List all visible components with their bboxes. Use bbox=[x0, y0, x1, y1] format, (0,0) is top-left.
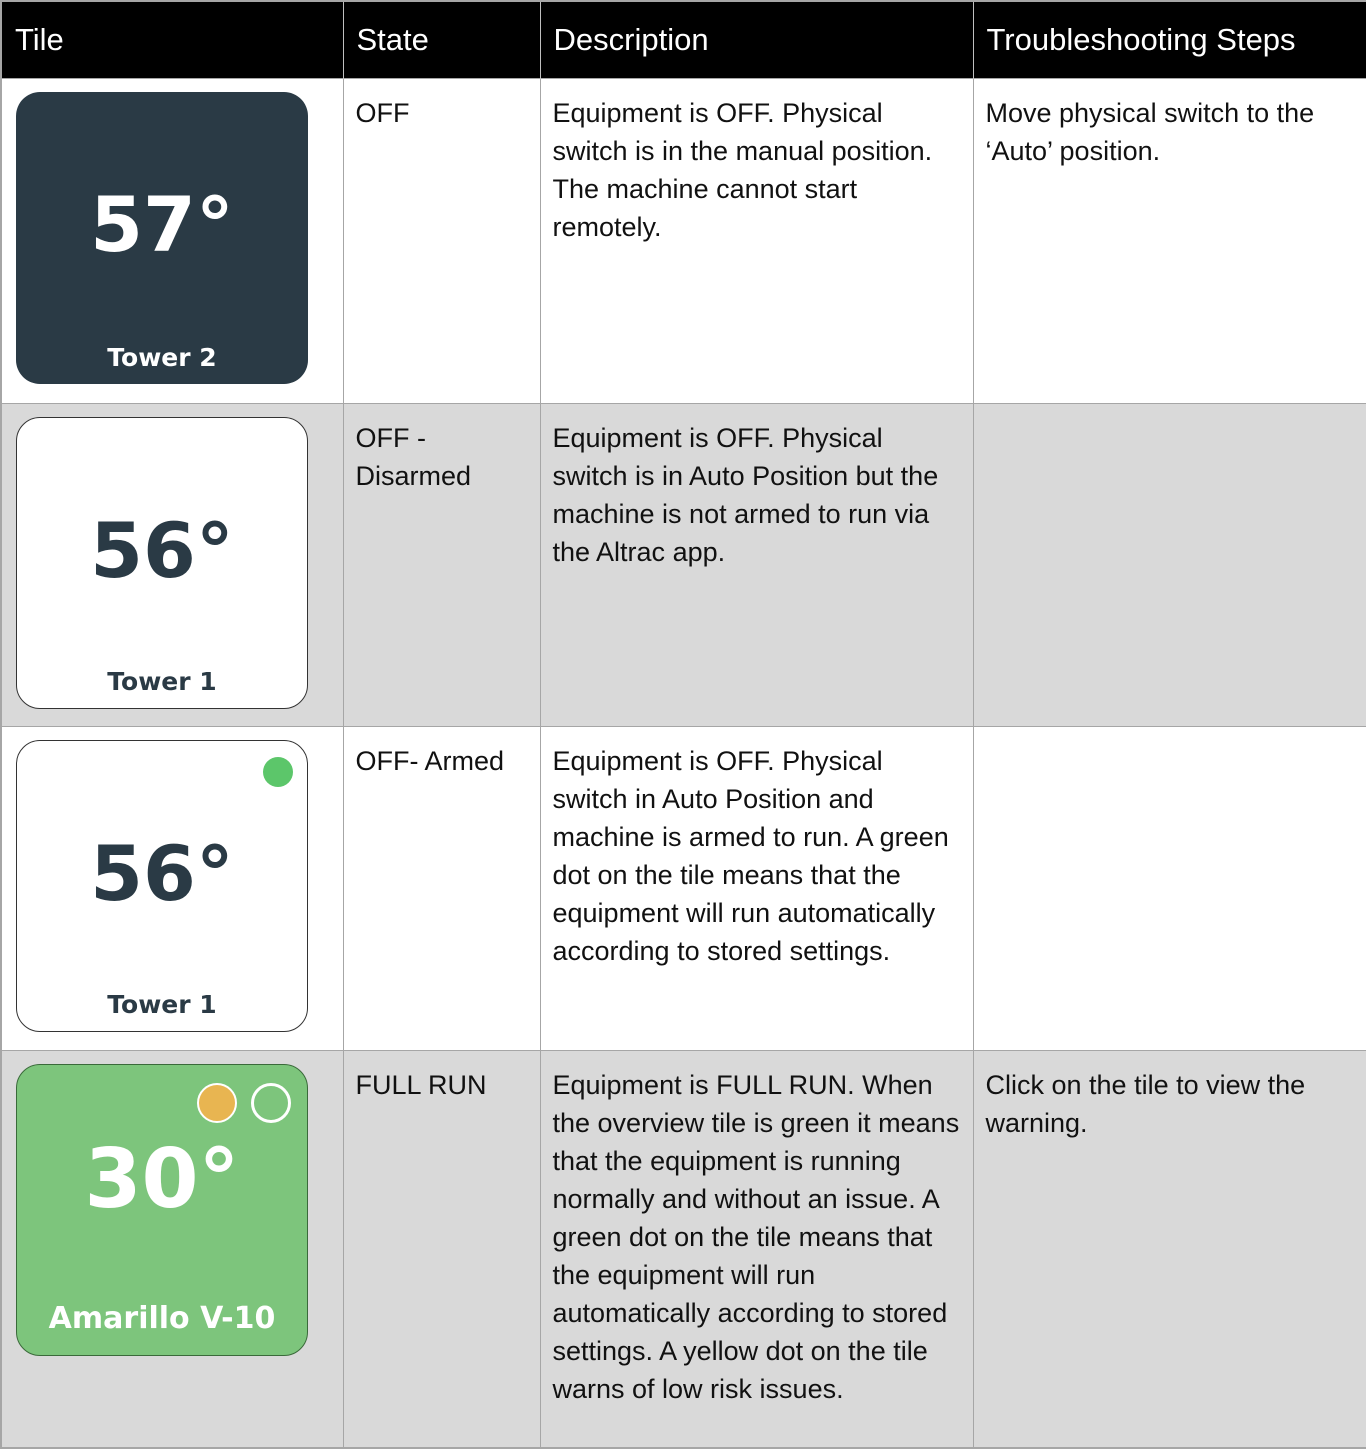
equipment-tile[interactable] bbox=[16, 740, 308, 1032]
tile-name: Amarillo V-10 bbox=[48, 1300, 276, 1336]
header-troubleshooting: Troubleshooting Steps bbox=[973, 1, 1366, 78]
armed-dot-icon bbox=[263, 757, 293, 787]
description-cell: Equipment is OFF. Physical switch is in the manual position. The machine cannot start remotely. bbox=[540, 78, 973, 403]
table-row bbox=[1, 78, 1366, 403]
tile-cell bbox=[1, 726, 343, 1050]
tile-temperature: 56° bbox=[90, 828, 234, 918]
tile-name: Tower 1 bbox=[107, 666, 217, 696]
header-row bbox=[1, 1, 1366, 78]
equipment-tile[interactable] bbox=[16, 92, 308, 384]
table-row bbox=[1, 403, 1366, 726]
warning-dot-icon bbox=[197, 1083, 237, 1123]
tile-name: Tower 1 bbox=[107, 989, 217, 1019]
header-state: State bbox=[343, 1, 540, 78]
state-cell: OFF- Armed bbox=[343, 726, 540, 1050]
header-description: Description bbox=[540, 1, 973, 78]
header-tile: Tile bbox=[1, 1, 343, 78]
tile-temperature: 30° bbox=[84, 1131, 240, 1227]
state-cell: OFF - Disarmed bbox=[343, 403, 540, 726]
troubleshooting-cell: Move physical switch to the ‘Auto’ position. bbox=[973, 78, 1366, 403]
table-row bbox=[1, 726, 1366, 1050]
description-cell: Equipment is OFF. Physical switch is in Auto Position but the machine is not armed to run via the Altrac app. bbox=[540, 403, 973, 726]
tile-temperature: 56° bbox=[90, 505, 234, 595]
table-row bbox=[1, 1050, 1366, 1448]
troubleshooting-cell: Click on the tile to view the warning. bbox=[973, 1050, 1366, 1448]
status-ring-icon bbox=[251, 1083, 291, 1123]
equipment-tile[interactable] bbox=[16, 417, 308, 709]
tile-temperature: 57° bbox=[90, 179, 234, 269]
troubleshooting-cell bbox=[973, 403, 1366, 726]
equipment-tile[interactable] bbox=[16, 1064, 308, 1356]
tile-cell bbox=[1, 1050, 343, 1448]
tile-cell bbox=[1, 403, 343, 726]
troubleshooting-cell bbox=[973, 726, 1366, 1050]
state-cell: FULL RUN bbox=[343, 1050, 540, 1448]
tile-name: Tower 2 bbox=[107, 342, 217, 372]
tile-cell bbox=[1, 78, 343, 403]
description-cell: Equipment is FULL RUN. When the overview tile is green it means that the equipment is running normally and without an issue. A green dot on the tile means that the equipment will run automatically according to stored settings. A yellow dot on the tile warns of low risk issues. bbox=[540, 1050, 973, 1448]
description-cell: Equipment is OFF. Physical switch in Auto Position and machine is armed to run. A green dot on the tile means that the equipment will run automatically according to stored settings. bbox=[540, 726, 973, 1050]
state-cell: OFF bbox=[343, 78, 540, 403]
